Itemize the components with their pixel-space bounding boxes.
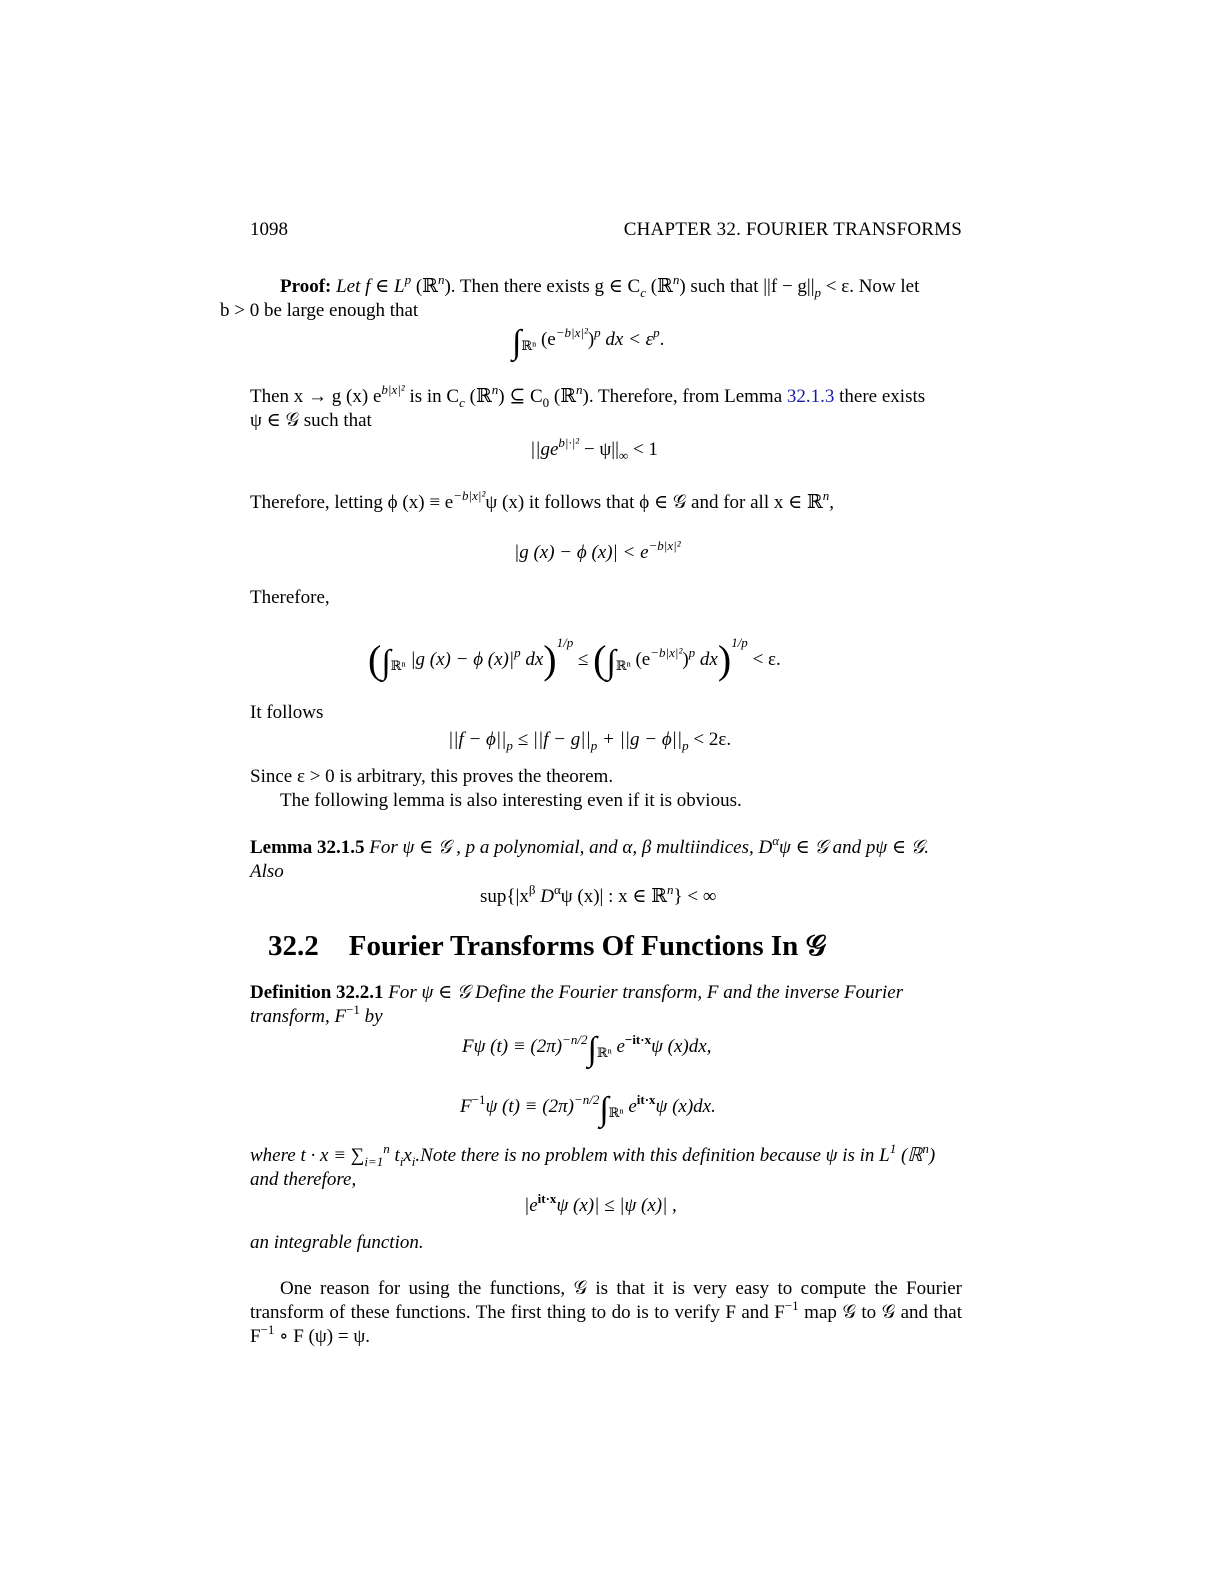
since-text: Since ε > 0 is arbitrary, this proves the theorem.	[250, 766, 614, 787]
equation-1: $\int_{ℝ^n}$ $(e^{-b|x|^2})^p$ dx < $\varepsilon^p$.	[512, 324, 665, 361]
equation-7: Fψ $(t) \equiv (2\pi)^{-n/2}\int_{ℝ^n}$ $e^{-it\cdot x}\psi$ (x)dx,	[462, 1031, 712, 1068]
section-number: 32.2	[268, 930, 319, 962]
it-follows-text: It follows	[250, 702, 324, 723]
equation-5: $||f - \phi||_p \le ||f - g||_p + ||g - \phi||_p < 2\varepsilon$.	[448, 729, 732, 753]
chapter-title: CHAPTER 32. FOURIER TRANSFORMS	[623, 219, 962, 240]
following-text: The following lemma is also interesting even if it is obvious.	[280, 790, 742, 811]
equation-6: $sup\{|x^\beta$ $D^\alpha\psi$ (x)| : x ∈ ℝ$^n$} < ∞	[480, 882, 717, 907]
equation-8: $F^{-1}\psi$ $(t) \equiv (2\pi)^{-n/2}\int_{ℝ^n}$ $e^{it\cdot x}\psi$ (x)dx.	[460, 1091, 716, 1128]
final-paragraph: One reason for using the functions, 𝒢 is that it is very easy to compute the Fourier transform of these functions. The first thing to do is to verify F and $F^{-1}$ map 𝒢 to 𝒢 and that $F^{-1}$ ∘ F (ψ) = ψ.	[250, 1278, 962, 1347]
running-header	[250, 218, 962, 244]
definition-label: Definition 32.2.1	[250, 982, 384, 1003]
page-number: 1098	[250, 219, 288, 240]
section-title: Fourier Transforms Of Functions In 𝒢	[348, 930, 827, 962]
equation-4: ($\int_{ℝ^n}$ |g (x) − ϕ $(x)|^p$ $dx)^{1/p} \le (\int_{ℝ^n}$ $(e^{-b|x|^2})^p$ dx)$^{1/p}$ < ε.	[368, 635, 781, 682]
equation-3: |g (x) − ϕ $(x)| < e^{-b|x|^2}$	[514, 538, 681, 563]
proof-label: Proof:	[280, 276, 332, 297]
then-paragraph: Then x → g (x) $e^{b|x|^2}$ is in $C_c$ (ℝ$^n$) ⊆ $C_0$ (ℝ$^n$). Therefore, from Lemma 32.1.3 there exists ψ ∈ 𝒢 such that	[250, 382, 926, 431]
equation-2: $||ge^{b|\cdot|^2} - \psi||_\infty < 1$	[530, 435, 658, 463]
proof-paragraph: Proof: Let f ∈ $L^p$ (ℝ$^n$). Then there exists g ∈ $C_c$ (ℝ$^n$) such that $||f - g||_p < \varepsilon$. Now let b > 0 be large enough that	[220, 272, 920, 321]
lemma-link[interactable]: 32.1.3	[786, 386, 835, 407]
integrable-text: an integrable function.	[250, 1232, 424, 1253]
where-paragraph: where $t \cdot x \equiv \sum_{i=1}^n$ $t_ix_i.Note$ there is no problem with this definition because ψ is in $L^1$ (ℝ$^n$) and therefore,	[250, 1141, 936, 1190]
letting-paragraph: Therefore, letting ϕ $(x) \equiv e^{-b|x|^2}\psi$ (x) it follows that ϕ ∈ 𝒢 and for all x ∈ ℝ$^n$,	[250, 488, 834, 513]
definition-32-2-1: Definition 32.2.1 For ψ ∈ 𝒢 Define the Fourier transform, F and the inverse Fourier transform, $F^{-1}$ by	[250, 982, 904, 1027]
lemma-label: Lemma 32.1.5	[250, 837, 365, 858]
therefore-text: Therefore,	[250, 587, 330, 608]
equation-9: $|e^{it\cdot x}\psi$ (x)| ≤ |ψ (x)| ,	[524, 1191, 677, 1216]
lemma-32-1-5: Lemma 32.1.5 For ψ ∈ 𝒢 , p a polynomial, and α, β multiindices, $D^\alpha\psi$ ∈ 𝒢 and pψ ∈ 𝒢. Also	[250, 833, 930, 882]
section-heading	[268, 930, 827, 962]
